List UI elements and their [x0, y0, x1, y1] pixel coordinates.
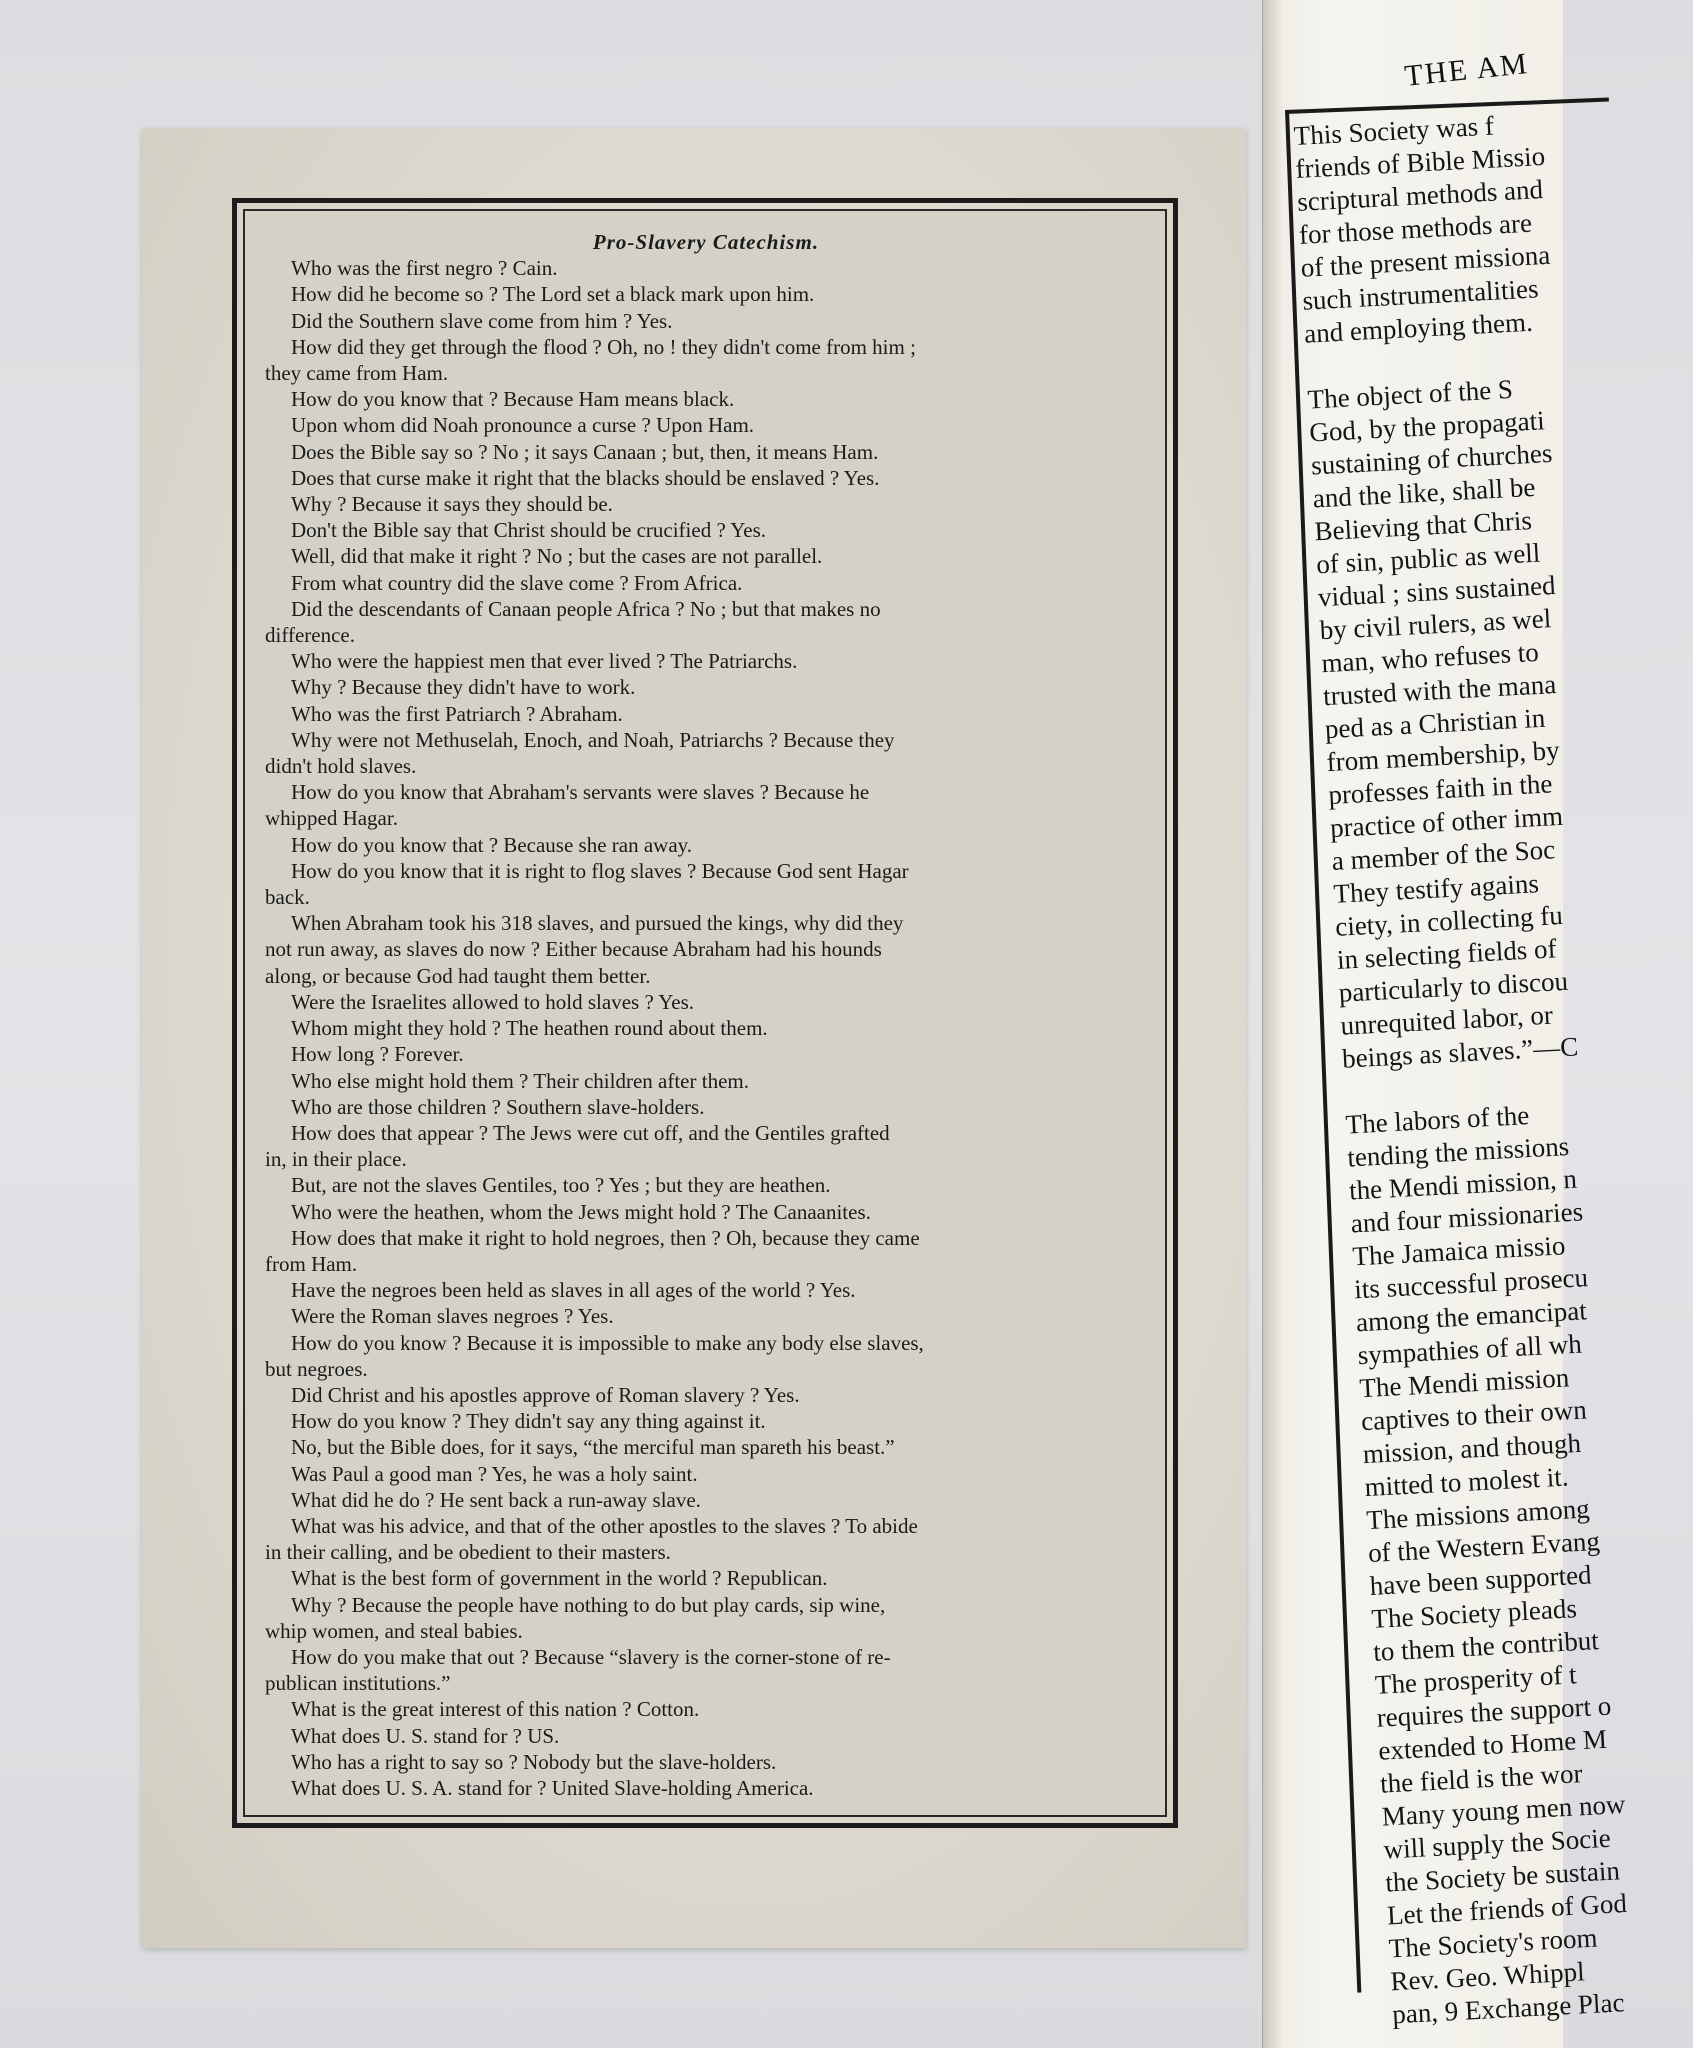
catechism-line: How does that appear ? The Jews were cut off, and the Gentiles grafted — [291, 1120, 890, 1145]
catechism-line: back. — [265, 885, 310, 910]
right-page-line: practice of other imm — [1329, 800, 1564, 844]
right-page-line: man, who refuses to — [1320, 636, 1540, 679]
catechism-line: Whom might they hold ? The heathen round about them. — [291, 1016, 768, 1041]
right-page-line: God, by the propagati — [1308, 405, 1546, 448]
right-page-line: scriptural methods and — [1296, 174, 1544, 217]
catechism-line: How do you know that ? Because Ham means black. — [291, 387, 735, 412]
catechism-line: Who has a right to say so ? Nobody but the slave-holders. — [291, 1749, 777, 1774]
right-page-line: unrequited labor, or — [1339, 999, 1554, 1041]
right-page-line: in selecting fields of — [1336, 933, 1558, 975]
catechism-line: Who are those children ? Southern slave-holders. — [291, 1094, 705, 1119]
right-page-line: of sin, public as well — [1315, 537, 1541, 580]
catechism-line: What did he do ? He sent back a run-away slave. — [291, 1487, 701, 1512]
catechism-line: difference. — [265, 623, 355, 648]
right-page-line: and employing them. — [1303, 306, 1534, 349]
catechism-line: publican institutions.” — [265, 1671, 451, 1696]
catechism-line: Who else might hold them ? Their children after them. — [291, 1068, 749, 1093]
catechism-line: When Abraham took his 318 slaves, and pursued the kings, why did they — [291, 911, 904, 936]
catechism-line: Does that curse make it right that the blacks should be enslaved ? Yes. — [291, 465, 880, 490]
right-page-line: tending the missions — [1346, 1130, 1570, 1173]
catechism-line: didn't hold slaves. — [265, 754, 417, 779]
right-page-line: ciety, in collecting fu — [1334, 899, 1564, 942]
catechism-line: From what country did the slave come ? From Africa. — [291, 570, 743, 595]
catechism-line: Well, did that make it right ? No ; but the cases are not parallel. — [291, 544, 823, 569]
catechism-frame — [232, 198, 1178, 1828]
catechism-line: Why ? Because it says they should be. — [291, 492, 613, 517]
catechism-line: No, but the Bible does, for it says, “the merciful man spareth his beast.” — [291, 1435, 895, 1460]
right-page-line: of the Western Evang — [1367, 1525, 1601, 1569]
catechism-lines — [265, 255, 1147, 1801]
right-page-line: vidual ; sins sustained — [1317, 569, 1557, 613]
catechism-line: Why ? Because they didn't have to work. — [291, 675, 636, 700]
catechism-line: How do you know that ? Because she ran away. — [291, 832, 693, 857]
right-page-line: mission, and though — [1362, 1427, 1582, 1470]
right-page-line: captives to their own — [1360, 1394, 1588, 1437]
catechism-line: Did the descendants of Canaan people Africa ? No ; but that makes no — [291, 596, 881, 621]
right-page-line: the Society be sustain — [1384, 1855, 1621, 1898]
right-page-line: beings as slaves.”—C — [1341, 1031, 1579, 1074]
catechism-line: How do you make that out ? Because “slavery is the corner-stone of re- — [291, 1644, 891, 1669]
catechism-line: What was his advice, and that of the other apostles to the slaves ? To abide — [291, 1513, 918, 1538]
right-page-line: and the like, shall be — [1312, 471, 1537, 514]
right-page-line: mitted to molest it. — [1363, 1461, 1570, 1503]
right-page-line: The prosperity of t — [1374, 1659, 1578, 1700]
right-page-line: ped as a Christian in — [1324, 702, 1546, 745]
right-page-line: The Mendi mission — [1358, 1362, 1570, 1404]
catechism-line: Why ? Because the people have nothing to do but play cards, sip wine, — [291, 1592, 886, 1617]
catechism-line: whip women, and steal babies. — [265, 1618, 523, 1643]
right-page-line: its successful prosecu — [1353, 1262, 1589, 1305]
catechism-line: but negroes. — [265, 1356, 368, 1381]
catechism-line: How do you know that it is right to flog slaves ? Because God sent Hagar — [291, 858, 909, 883]
right-page-line: The object of the S — [1306, 373, 1514, 415]
right-page-line: The Jamaica missio — [1351, 1230, 1567, 1272]
catechism-line: Why were not Methuselah, Enoch, and Noah, Patriarchs ? Because they — [291, 727, 895, 752]
catechism-line: Have the negroes been held as slaves in all ages of the world ? Yes. — [291, 1278, 856, 1303]
catechism-line: What is the best form of government in the world ? Republican. — [291, 1566, 828, 1591]
right-page-line: requires the support o — [1375, 1690, 1612, 1733]
page-title: Pro-Slavery Catechism. — [592, 230, 820, 254]
right-page-line: friends of Bible Missio — [1294, 140, 1546, 184]
catechism-line: How do you know ? They didn't say any thing against it. — [291, 1409, 766, 1434]
catechism-line: from Ham. — [265, 1251, 358, 1276]
catechism-line: Were the Roman slaves negroes ? Yes. — [291, 1304, 614, 1329]
catechism-line: How did he become so ? The Lord set a black mark upon him. — [291, 282, 815, 307]
right-page — [1262, 0, 1628, 2048]
right-page-line: have been supported — [1369, 1559, 1593, 1601]
right-page-line: Believing that Chris — [1313, 505, 1533, 547]
catechism-line: in, in their place. — [265, 1147, 407, 1172]
catechism-line: What is the great interest of this nation ? Cotton. — [291, 1697, 700, 1722]
right-page-line: Let the friends of God — [1386, 1887, 1628, 1931]
right-page-line: will supply the Socie — [1382, 1822, 1612, 1865]
catechism-line: How do you know that Abraham's servants were slaves ? Because he — [291, 780, 870, 805]
catechism-line: How did they get through the flood ? Oh, no ! they didn't come from him ; — [291, 334, 916, 359]
catechism-line: How does that make it right to hold negroes, then ? Oh, because they came — [291, 1225, 920, 1250]
right-page-line: for those methods are — [1298, 207, 1533, 250]
right-page-line: to them the contribut — [1372, 1625, 1600, 1667]
right-page-line: among the emancipat — [1355, 1295, 1588, 1338]
catechism-line: along, or because God had taught them better. — [265, 963, 651, 988]
catechism-line: whipped Hagar. — [265, 806, 398, 831]
catechism-line: in their calling, and be obedient to their masters. — [265, 1540, 671, 1565]
right-page-line: particularly to discou — [1337, 965, 1569, 1008]
right-page-line: by civil rulers, as wel — [1318, 603, 1552, 646]
catechism-line: How do you know ? Because it is impossible to make any body else slaves, — [291, 1330, 924, 1355]
catechism-content — [265, 229, 1147, 1805]
catechism-line: Who was the first negro ? Cain. — [291, 256, 558, 281]
right-page-header: THE AM — [1403, 46, 1531, 93]
catechism-line: Upon whom did Noah pronounce a curse ? Upon Ham. — [291, 413, 755, 438]
catechism-line: But, are not the slaves Gentiles, too ? Yes ; but they are heathen. — [291, 1173, 831, 1198]
catechism-line: Who was the first Patriarch ? Abraham. — [291, 701, 623, 726]
right-page-line: of the present missiona — [1299, 239, 1551, 283]
catechism-line: How long ? Forever. — [291, 1042, 464, 1067]
right-page-line: the Mendi mission, n — [1348, 1163, 1578, 1206]
right-page-line: professes faith in the — [1327, 768, 1554, 811]
catechism-line: Were the Israelites allowed to hold slaves ? Yes. — [291, 989, 695, 1014]
catechism-line: What does U. S. A. stand for ? United Slave-holding America. — [291, 1775, 814, 1800]
right-page-line: sympathies of all wh — [1356, 1328, 1583, 1371]
catechism-line: Who were the heathen, whom the Jews might hold ? The Canaanites. — [291, 1199, 871, 1224]
right-page-line: sustaining of churches — [1310, 437, 1554, 481]
catechism-line: Did the Southern slave come from him ? Yes. — [291, 308, 673, 333]
catechism-line: Don't the Bible say that Christ should be crucified ? Yes. — [291, 518, 767, 543]
right-page-line: Rev. Geo. Whippl — [1389, 1956, 1586, 1997]
right-page-line: The Society pleads — [1370, 1593, 1578, 1634]
right-page-line: extended to Home M — [1377, 1723, 1608, 1766]
right-page-line: a member of the Soc — [1331, 834, 1556, 876]
catechism-line: not run away, as slaves do now ? Either because Abraham had his hounds — [265, 937, 882, 962]
catechism-line: Who were the happiest men that ever lived ? The Patriarchs. — [291, 649, 798, 674]
right-page-line: from membership, by — [1325, 734, 1561, 778]
right-page-line: such instrumentalities — [1301, 273, 1540, 316]
catechism-line: Does the Bible say so ? No ; it says Canaan ; but, then, it means Ham. — [291, 439, 879, 464]
right-page-line: The Society's room — [1388, 1922, 1599, 1964]
right-page-line: The missions among — [1365, 1493, 1591, 1536]
right-page-line: They testify agains — [1332, 868, 1540, 909]
right-page-line: and four missionaries — [1350, 1196, 1584, 1239]
catechism-frame-inner — [243, 209, 1167, 1817]
left-page — [142, 128, 1246, 1948]
catechism-line: Did Christ and his apostles approve of Roman slavery ? Yes. — [291, 1382, 800, 1407]
catechism-line: they came from Ham. — [265, 361, 449, 386]
right-page-line: the field is the wor — [1379, 1758, 1584, 1799]
right-page-line: Many young men now — [1381, 1788, 1627, 1832]
catechism-line: Was Paul a good man ? Yes, he was a holy saint. — [291, 1461, 698, 1486]
catechism-line: What does U. S. stand for ? US. — [291, 1723, 560, 1748]
right-page-line: This Society was f — [1293, 110, 1495, 151]
right-page-line: trusted with the mana — [1322, 669, 1557, 712]
right-page-line: pan, 9 Exchange Plac — [1391, 1987, 1626, 2030]
right-page-line: The labors of the — [1344, 1100, 1530, 1140]
